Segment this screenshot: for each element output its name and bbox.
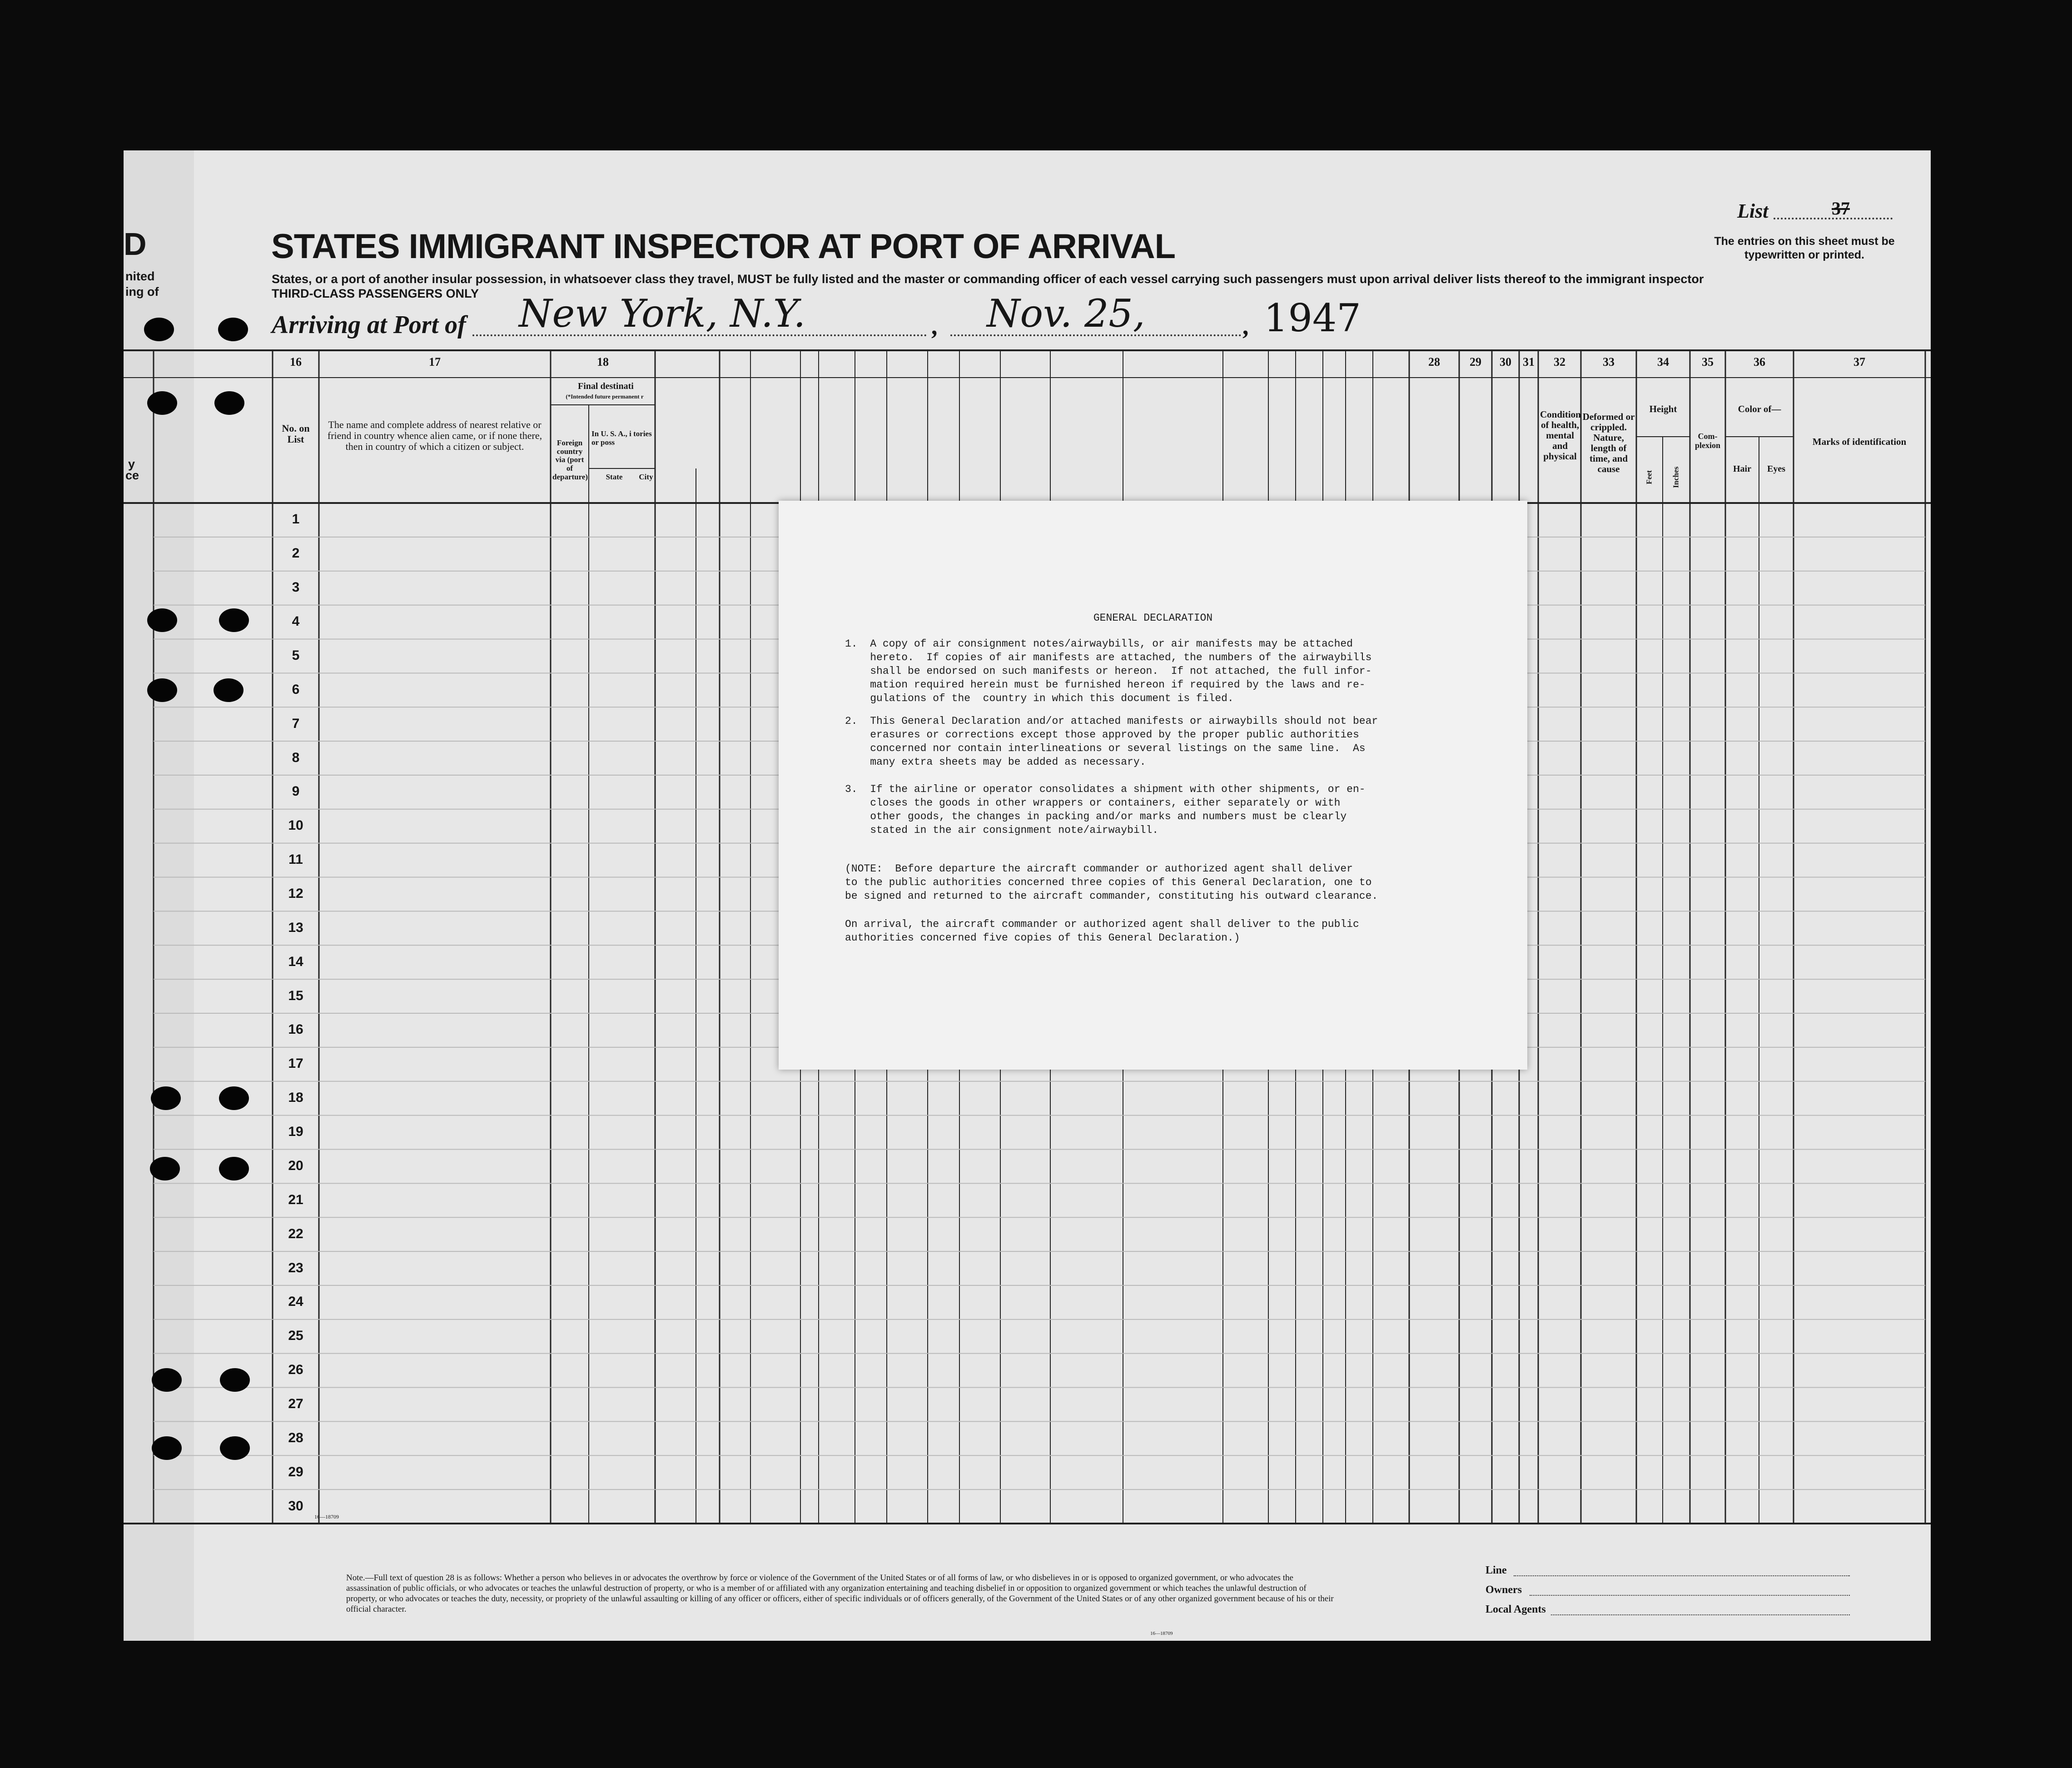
owners-label: Owners <box>1486 1584 1522 1596</box>
feet-header: Feet <box>1645 470 1654 484</box>
general-declaration-slip <box>779 501 1527 1070</box>
manifest-sheet <box>124 150 1931 1641</box>
row-number: 22 <box>288 1226 303 1241</box>
comma-separator-2: , <box>1243 312 1250 340</box>
row-number: 9 <box>292 784 300 799</box>
row-number: 13 <box>288 920 303 935</box>
final-destination-header: Final destinati <box>578 381 634 391</box>
line-label: Line <box>1486 1564 1507 1576</box>
declaration-title: GENERAL DECLARATION <box>1093 612 1213 624</box>
col-header-16: 16 <box>290 355 302 369</box>
declaration-item-1: 1. A copy of air consignment notes/airwaybills, or air manifests may be attached hereto. If copies of air manifests are attached, the numbers of the airwaybills shall be endorsed on such manifests or hereon. If not attached, the full infor- mation required herein must be furnished hereon if required by the laws and re- gulations of the country in which this document is filed. <box>845 638 1372 704</box>
row-number: 25 <box>288 1328 303 1344</box>
row-number: 3 <box>292 580 300 595</box>
row-number: 23 <box>288 1260 303 1275</box>
entries-note: The entries on this sheet must be typewritten or printed. <box>1714 235 1895 261</box>
margin-fragment-1: nited <box>125 269 155 283</box>
list-label: List <box>1737 200 1769 222</box>
subtitle: States, or a port of another insular possession, in whatsoever class they travel, MUST be fully listed and the master or commanding officer of each vessel carrying such passengers must upon arrival deliver lists thereof to the immigrant inspector <box>272 272 1704 286</box>
declaration-arrival-note: On arrival, the aircraft commander or authorized agent shall deliver to the public authorities concerned five copies of this General Declaration.) <box>845 918 1359 944</box>
row-number: 7 <box>292 716 300 731</box>
row-number: 28 <box>288 1430 303 1445</box>
punch-hole <box>219 1086 249 1110</box>
punch-hole <box>214 391 244 415</box>
row-number: 24 <box>288 1294 303 1310</box>
date-value: Nov. 25, <box>987 291 1145 336</box>
local-agents-label: Local Agents <box>1486 1604 1546 1615</box>
row-number: 26 <box>288 1362 303 1378</box>
col-header-29: 29 <box>1470 355 1481 369</box>
eyes-header: Eyes <box>1767 464 1785 474</box>
declaration-item-2: 2. This General Declaration and/or attached manifests or airwaybills should not bear erasures or corrections except those approved by the proper public authorities concerned nor contain interlineations or several listings on the same line. As many extra sheets may be added as necessary. <box>845 715 1378 768</box>
city-header: City <box>639 473 653 481</box>
punch-hole <box>147 608 177 632</box>
row-number: 1 <box>292 512 300 527</box>
col-header-31: 31 <box>1523 355 1535 369</box>
comma-separator: , <box>932 312 939 340</box>
inches-header: Inches <box>1671 466 1680 488</box>
col-header-35: 35 <box>1702 355 1714 369</box>
class-note: THIRD-CLASS PASSENGERS ONLY <box>272 287 479 300</box>
intended-future-note: (*Intended future permanent r <box>566 393 644 400</box>
line-field <box>1514 1575 1850 1576</box>
year-value: 1947 <box>1264 296 1361 340</box>
col-header-28: 28 <box>1428 355 1440 369</box>
punch-hole <box>219 608 249 632</box>
row-number: 30 <box>288 1498 303 1514</box>
foreign-country-header: Foreign country via (port of departure) <box>552 438 588 481</box>
color-of-header: Color of— <box>1738 403 1781 414</box>
hair-header: Hair <box>1733 464 1751 474</box>
marks-header: Marks of identification <box>1812 436 1907 447</box>
row-number: 17 <box>288 1056 303 1071</box>
complexion-header: Com- plexion <box>1694 432 1720 450</box>
col-header-18: 18 <box>597 355 609 369</box>
row-number: 29 <box>288 1464 303 1479</box>
col-header-17: 17 <box>429 355 441 369</box>
row-number: 2 <box>292 546 300 561</box>
state-header: State <box>606 473 623 481</box>
margin-fragment-2: ing of <box>125 285 159 299</box>
in-usa-header: In U. S. A., i tories or poss <box>591 429 652 447</box>
margin-fragment-3: y <box>128 457 135 471</box>
col-header-37: 37 <box>1853 355 1865 369</box>
punch-hole <box>147 678 177 702</box>
row-number: 18 <box>288 1090 303 1106</box>
col-header-32: 32 <box>1554 355 1565 369</box>
punch-hole <box>150 1157 180 1180</box>
row-number: 8 <box>292 750 300 765</box>
row-number: 6 <box>292 682 300 697</box>
row-number: 5 <box>292 647 300 663</box>
margin-fragment-4: ce <box>125 468 139 482</box>
col-header-33: 33 <box>1603 355 1615 369</box>
footer-form-code: 16—18709 <box>1150 1631 1173 1636</box>
row-number: 21 <box>288 1192 303 1207</box>
punch-hole <box>219 1157 249 1180</box>
punch-hole <box>151 1086 181 1110</box>
punch-hole <box>152 1436 182 1460</box>
owners-field <box>1530 1595 1850 1596</box>
local-agents-field <box>1551 1614 1850 1615</box>
port-value: New York, N.Y. <box>519 291 806 336</box>
list-number: 37 <box>1832 198 1850 219</box>
row-number: 16 <box>288 1022 303 1037</box>
left-title-fragment: D <box>124 226 146 262</box>
row-number: 19 <box>288 1124 303 1140</box>
deformed-header: Deformed or crippled. Nature, length of time, and cause <box>1582 411 1635 475</box>
arriving-label: Arriving at Port of <box>272 311 466 339</box>
col-header-36: 36 <box>1754 355 1765 369</box>
page-title: STATES IMMIGRANT INSPECTOR AT PORT OF ARRIVAL <box>271 227 1176 266</box>
punch-hole <box>152 1368 182 1392</box>
punch-hole <box>218 318 248 341</box>
punch-hole <box>220 1436 250 1460</box>
row-number: 4 <box>292 614 300 629</box>
row-number: 10 <box>288 818 303 833</box>
declaration-note: (NOTE: Before departure the aircraft commander or authorized agent shall deliver to the public authorities concerned three copies of this General Declaration, one to be signed and returned to the aircraft commander, constituting his outward clearance. <box>845 863 1378 902</box>
height-header: Height <box>1649 403 1677 414</box>
row-number: 11 <box>288 852 303 867</box>
col-header-30: 30 <box>1500 355 1511 369</box>
row-number: 15 <box>288 988 303 1003</box>
form-code-small: 16—18709 <box>314 1514 339 1520</box>
punch-hole <box>214 678 243 702</box>
punch-hole <box>147 391 177 415</box>
row-number: 27 <box>288 1396 303 1411</box>
col-header-34: 34 <box>1657 355 1669 369</box>
nearest-relative-header: The name and complete address of nearest relative or friend in country whence alien came, or if none there, then in country of which a citizen or subject. <box>327 419 542 453</box>
question-28-note: Note.—Full text of question 28 is as follows: Whether a person who believes in or advocates the overthrow by force or violence of the Government of the United States or of all forms of law, or who disbelieves in or is opposed to organized government, or who advocates the assassination of public officials, or who advocates or teaches the unlawful destruction of property, or who is a member of or affiliated with any organization entertaining and teaching disbelief in or opposition to organized government or which teaches the unlawful destruction of property, or who advocates or teaches the duty, necessity, or propriety of the unlawful assaulting or killing of any officer or officers, either of specific individuals or of officers generally, of the Government of the United States or of any other organized government because of his or their official character. <box>346 1573 1334 1614</box>
punch-hole <box>220 1368 250 1392</box>
row-number: 12 <box>288 886 303 901</box>
row-number: 14 <box>288 954 303 969</box>
row-number: 20 <box>288 1158 303 1173</box>
no-on-list-header: No. on List <box>282 423 310 445</box>
condition-header: Condition of health, mental and physical <box>1540 409 1581 462</box>
punch-hole <box>144 318 174 341</box>
declaration-item-3: 3. If the airline or operator consolidates a shipment with other shipments, or en- closes the goods in other wrappers or containers, either separately or with other goods, the changes in packing and/or marks and numbers must be clearly stated in the air consignment note/airwaybill. <box>845 783 1366 836</box>
